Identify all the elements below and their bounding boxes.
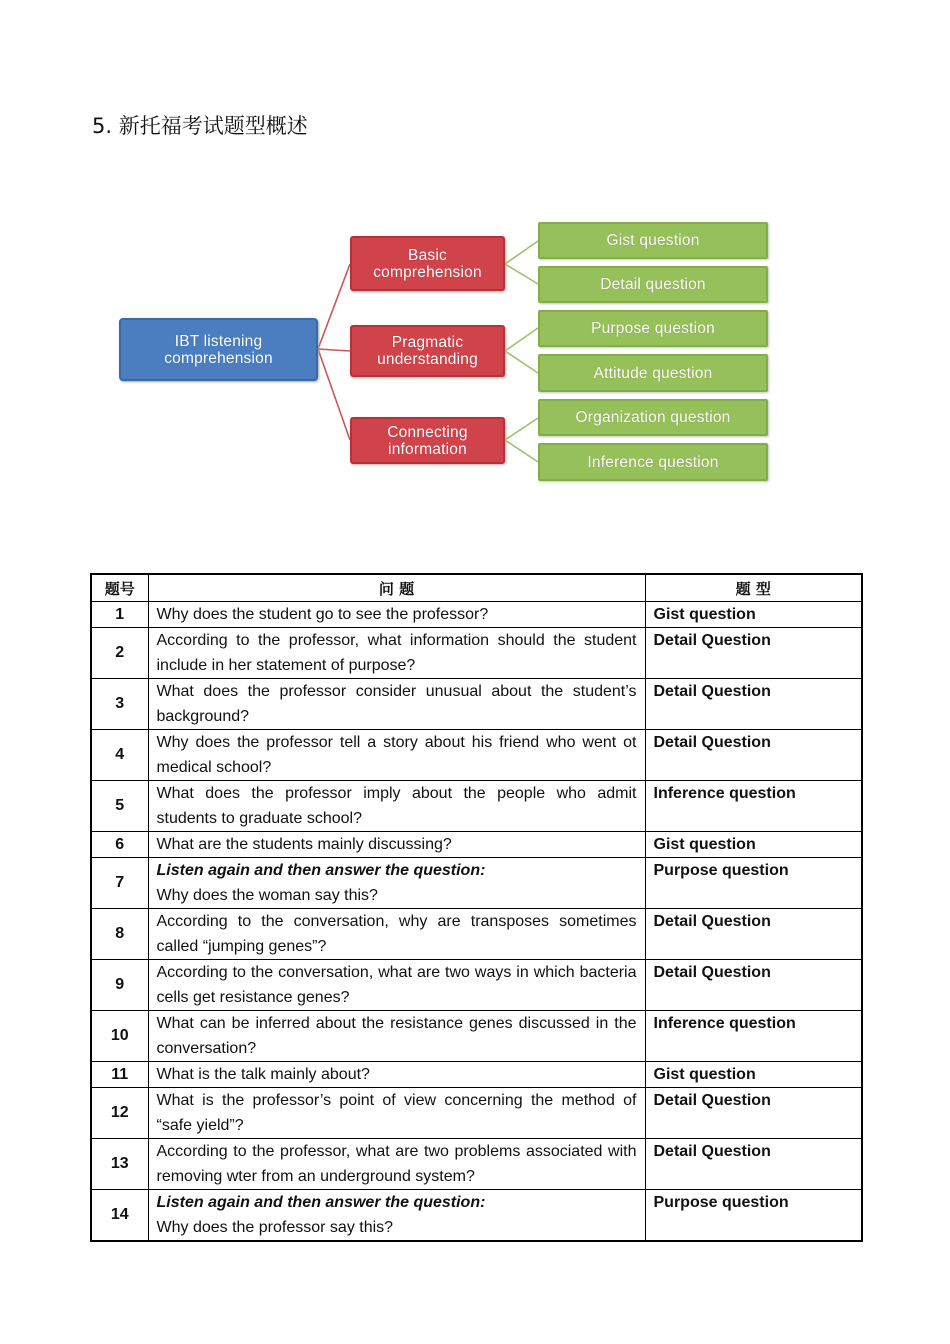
question-text: What does the professor consider unusual about the student’s background? [156, 683, 637, 725]
row-question-type: Detail Question [645, 730, 862, 781]
category-connecting-information: Connecting information [350, 417, 505, 464]
question-type-diagram [0, 0, 950, 560]
row-question [148, 1062, 645, 1088]
row-number: 4 [91, 730, 148, 781]
row-number: 13 [91, 1139, 148, 1190]
question-text: Why does the student go to see the professor? [156, 606, 489, 623]
connector-connecting-types [505, 418, 538, 462]
row-question [148, 909, 645, 960]
question-text: Why does the professor tell a story about his friend who went ot medical school? [156, 734, 637, 776]
question-text: What are the students mainly discussing? [156, 836, 452, 853]
row-number: 6 [91, 832, 148, 858]
row-question [148, 858, 645, 909]
row-question-type: Gist question [645, 1062, 862, 1088]
row-question [148, 628, 645, 679]
question-text: What can be inferred about the resistance genes discussed in the conversation? [156, 1015, 637, 1057]
question-text: According to the professor, what information should the student include in her statement of purpose? [156, 632, 637, 674]
table-row [91, 730, 862, 781]
row-number: 7 [91, 858, 148, 909]
header-number: 题号 [91, 574, 148, 602]
row-question-type: Detail Question [645, 1139, 862, 1190]
root-node: IBT listening comprehension [119, 318, 318, 381]
row-number: 14 [91, 1190, 148, 1242]
type-detail-question: Detail question [538, 266, 768, 303]
row-question [148, 1139, 645, 1190]
table-row [91, 781, 862, 832]
row-question-type: Detail Question [645, 1088, 862, 1139]
question-text: What is the talk mainly about? [156, 1066, 370, 1083]
question-text: Why does the woman say this? [156, 887, 378, 904]
question-text: Why does the professor say this? [156, 1219, 394, 1236]
row-question [148, 781, 645, 832]
question-instruction: Listen again and then answer the question: [156, 862, 486, 879]
row-question-type: Inference question [645, 1011, 862, 1062]
row-number: 12 [91, 1088, 148, 1139]
row-question-type: Detail Question [645, 909, 862, 960]
row-question [148, 1190, 645, 1242]
row-number: 1 [91, 602, 148, 628]
table-row [91, 1139, 862, 1190]
question-instruction: Listen again and then answer the question: [156, 1194, 486, 1211]
row-question [148, 1088, 645, 1139]
row-question-type: Purpose question [645, 1190, 862, 1242]
table-row [91, 1190, 862, 1242]
table-row [91, 602, 862, 628]
row-question-type: Purpose question [645, 858, 862, 909]
table-row [91, 1088, 862, 1139]
row-question-type: Gist question [645, 602, 862, 628]
row-question-type: Detail Question [645, 679, 862, 730]
question-text: According to the conversation, why are transposes sometimes called “jumping genes”? [156, 913, 637, 955]
connector-root-connecting [318, 349, 350, 440]
row-question [148, 602, 645, 628]
row-question [148, 730, 645, 781]
category-pragmatic-understanding: Pragmatic understanding [350, 325, 505, 377]
row-question-type: Detail Question [645, 960, 862, 1011]
row-question-type: Detail Question [645, 628, 862, 679]
type-organization-question: Organization question [538, 399, 768, 436]
header-question: 问 题 [148, 574, 645, 602]
row-question [148, 832, 645, 858]
row-number: 3 [91, 679, 148, 730]
table-row [91, 1062, 862, 1088]
table-row [91, 909, 862, 960]
row-question-type: Inference question [645, 781, 862, 832]
question-text: According to the professor, what are two problems associated with removing wter from an underground system? [156, 1143, 637, 1185]
row-number: 11 [91, 1062, 148, 1088]
question-text: According to the conversation, what are two ways in which bacteria cells get resistance genes? [156, 964, 637, 1006]
question-table [90, 573, 863, 1242]
header-type: 题 型 [645, 574, 862, 602]
type-purpose-question: Purpose question [538, 310, 768, 347]
connector-pragmatic-types [505, 328, 538, 373]
row-number: 2 [91, 628, 148, 679]
table-row [91, 832, 862, 858]
row-number: 9 [91, 960, 148, 1011]
section-title: 5. 新托福考试题型概述 [92, 114, 308, 138]
row-question [148, 1011, 645, 1062]
table-header-row [91, 574, 862, 602]
question-text: What does the professor imply about the people who admit students to graduate school? [156, 785, 637, 827]
table-row [91, 858, 862, 909]
connector-root-pragmatic [318, 349, 350, 351]
row-question [148, 960, 645, 1011]
connector-root-basic [318, 264, 350, 349]
row-number: 5 [91, 781, 148, 832]
row-number: 10 [91, 1011, 148, 1062]
category-basic-comprehension: Basic comprehension [350, 236, 505, 291]
question-text: What is the professor’s point of view concerning the method of “safe yield”? [156, 1092, 637, 1134]
table-row [91, 960, 862, 1011]
table-row [91, 679, 862, 730]
type-attitude-question: Attitude question [538, 354, 768, 392]
connector-basic-types [505, 241, 538, 284]
row-question [148, 679, 645, 730]
row-question-type: Gist question [645, 832, 862, 858]
table-row [91, 1011, 862, 1062]
table-row [91, 628, 862, 679]
row-number: 8 [91, 909, 148, 960]
type-inference-question: Inference question [538, 443, 768, 481]
type-gist-question: Gist question [538, 222, 768, 259]
